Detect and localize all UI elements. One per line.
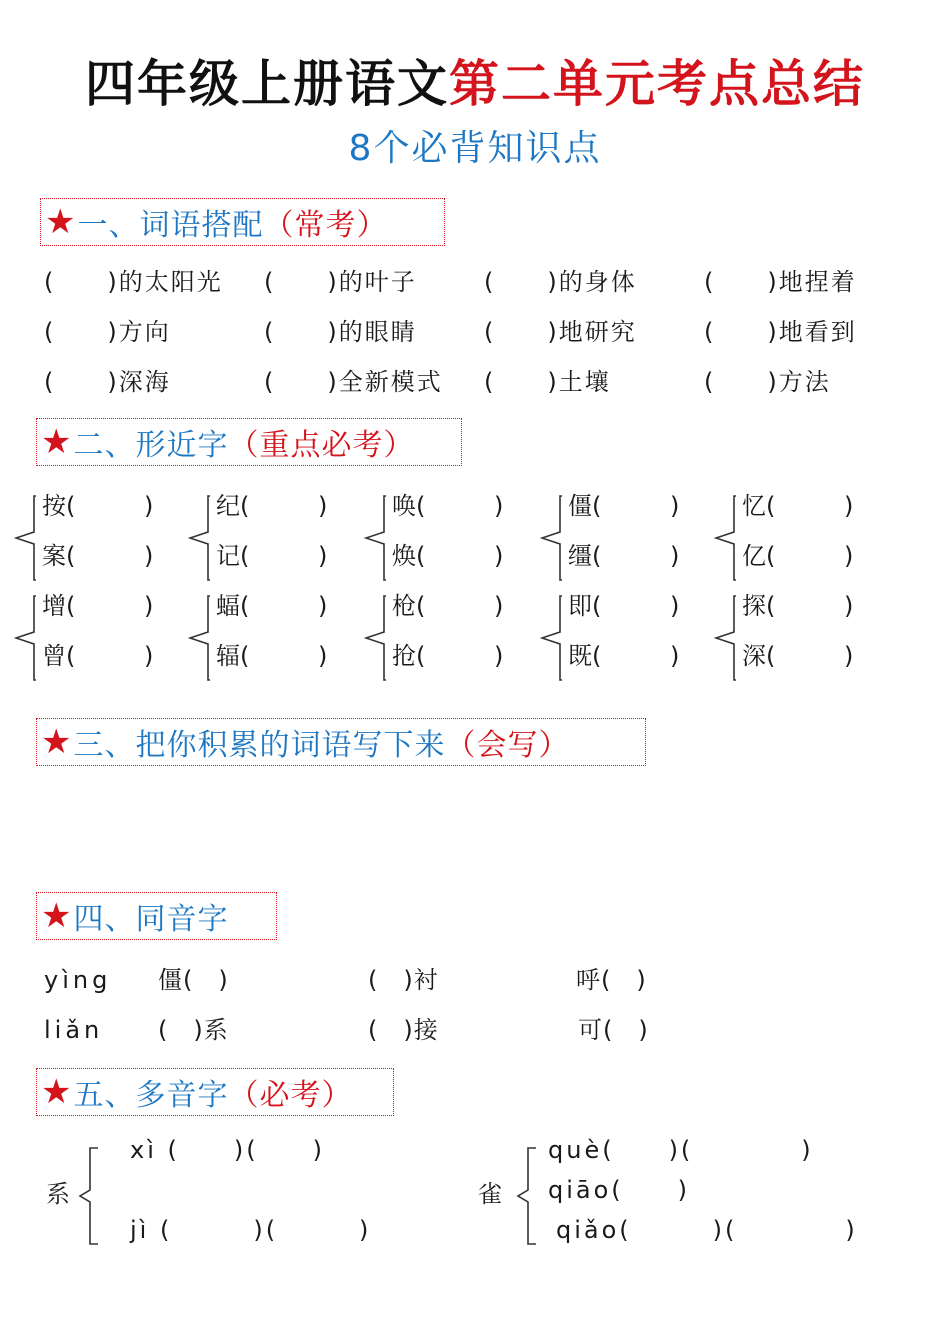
homophone-item: ( )衬 <box>368 966 439 994</box>
closing-parenthesis: ) <box>318 592 328 620</box>
left-brace-icon <box>540 488 562 588</box>
closing-parenthesis: ) <box>144 642 154 670</box>
section-3-header <box>36 718 646 766</box>
similar-character: 唤( <box>392 492 426 520</box>
closing-parenthesis: ) <box>494 642 504 670</box>
similar-character: 既( <box>568 642 602 670</box>
similar-character-pair <box>364 588 534 688</box>
left-brace-icon <box>364 488 386 588</box>
similar-character-pair <box>188 588 358 688</box>
pinyin-reading: jì ( )( ) <box>130 1216 372 1244</box>
section-1-tag: （常考） <box>263 208 388 243</box>
similar-character-pair <box>714 588 884 688</box>
homophone-item: 可( ) <box>578 1016 649 1044</box>
closing-parenthesis: ) <box>494 542 504 570</box>
section-1-header <box>40 198 445 246</box>
left-brace-icon <box>540 588 562 688</box>
pinyin-reading: qiǎo( )( ) <box>556 1216 858 1244</box>
left-brace-icon <box>188 588 210 688</box>
closing-parenthesis: ) <box>670 642 680 670</box>
left-brace-icon <box>14 588 36 688</box>
similar-character: 枪( <box>392 592 426 620</box>
closing-parenthesis: ) <box>318 642 328 670</box>
left-brace-icon <box>14 488 36 588</box>
section-5-title: 五、多音字 <box>73 1078 229 1113</box>
left-brace-icon <box>188 488 210 588</box>
similar-character: 忆( <box>742 492 776 520</box>
section-2-tag: （重点必考） <box>228 428 415 463</box>
closing-parenthesis: ) <box>318 542 328 570</box>
star-icon: ★ <box>41 896 72 936</box>
closing-parenthesis: ) <box>494 492 504 520</box>
page-subtitle: 8个必背知识点 <box>348 128 602 169</box>
pinyin-label: liǎn <box>44 1016 104 1044</box>
homophone-item: 僵( ) <box>158 966 229 994</box>
left-brace-icon <box>74 1146 102 1246</box>
closing-parenthesis: ) <box>144 542 154 570</box>
page-title <box>0 44 950 116</box>
similar-character-pair <box>714 488 884 588</box>
similar-character-pair <box>14 488 184 588</box>
closing-parenthesis: ) <box>494 592 504 620</box>
similar-character: 纪( <box>216 492 250 520</box>
title-unit: 第二单元考点总结 <box>449 55 865 113</box>
pinyin-reading: xì ( )( ) <box>130 1136 325 1164</box>
section-4-header <box>36 892 277 940</box>
similar-character: 蝠( <box>216 592 250 620</box>
similar-character-pair <box>540 588 710 688</box>
similar-character: 即( <box>568 592 602 620</box>
closing-parenthesis: ) <box>670 492 680 520</box>
collocation-row <box>0 312 950 352</box>
collocation-item: ( )土壤 <box>484 368 611 396</box>
closing-parenthesis: ) <box>670 542 680 570</box>
closing-parenthesis: ) <box>670 592 680 620</box>
similar-character: 深( <box>742 642 776 670</box>
star-icon: ★ <box>41 722 72 762</box>
collocation-item: ( )的太阳光 <box>44 268 223 296</box>
closing-parenthesis: ) <box>318 492 328 520</box>
homophone-item: ( )系 <box>158 1016 229 1044</box>
similar-character: 辐( <box>216 642 250 670</box>
similar-character: 曾( <box>42 642 76 670</box>
collocation-item: ( )方法 <box>704 368 831 396</box>
closing-parenthesis: ) <box>844 592 854 620</box>
similar-character-pair <box>188 488 358 588</box>
collocation-item: ( )的身体 <box>484 268 637 296</box>
star-icon: ★ <box>45 202 76 242</box>
homophone-item: ( )接 <box>368 1016 439 1044</box>
title-grade: 四年级上册语文 <box>85 55 449 113</box>
collocation-item: ( )的眼睛 <box>264 318 417 346</box>
polyphone-character: 雀 <box>478 1180 503 1208</box>
closing-parenthesis: ) <box>844 642 854 670</box>
similar-character: 增( <box>42 592 76 620</box>
left-brace-icon <box>364 588 386 688</box>
star-icon: ★ <box>41 1072 72 1112</box>
similar-character: 焕( <box>392 542 426 570</box>
section-3-title: 三、把你积累的词语写下来 <box>73 728 446 763</box>
collocation-item: ( )方向 <box>44 318 171 346</box>
pinyin-label: yìng <box>44 966 112 994</box>
left-brace-icon <box>714 588 736 688</box>
section-3-tag: （会写） <box>445 728 570 763</box>
collocation-item: ( )地看到 <box>704 318 857 346</box>
collocation-row <box>0 362 950 402</box>
section-4-title: 四、同音字 <box>73 902 229 937</box>
similar-character-pair <box>14 588 184 688</box>
similar-character: 亿( <box>742 542 776 570</box>
section-1-title: 一、词语搭配 <box>77 208 264 243</box>
collocation-item: ( )地捏着 <box>704 268 857 296</box>
collocation-item: ( )深海 <box>44 368 171 396</box>
left-brace-icon <box>714 488 736 588</box>
similar-character: 探( <box>742 592 776 620</box>
homophone-item: 呼( ) <box>576 966 647 994</box>
collocation-item: ( )地研究 <box>484 318 637 346</box>
section-5-header <box>36 1068 394 1116</box>
similar-character: 僵( <box>568 492 602 520</box>
similar-character-pair <box>540 488 710 588</box>
section-5-tag: （必考） <box>228 1078 353 1113</box>
closing-parenthesis: ) <box>144 492 154 520</box>
closing-parenthesis: ) <box>844 492 854 520</box>
similar-character: 记( <box>216 542 250 570</box>
similar-character-pair <box>364 488 534 588</box>
section-2-title: 二、形近字 <box>73 428 229 463</box>
similar-character: 按( <box>42 492 76 520</box>
collocation-row <box>0 262 950 302</box>
collocation-item: ( )的叶子 <box>264 268 417 296</box>
collocation-item: ( )全新模式 <box>264 368 443 396</box>
pinyin-reading: què( )( ) <box>548 1136 814 1164</box>
similar-character: 抢( <box>392 642 426 670</box>
section-2-header <box>36 418 462 466</box>
similar-character: 案( <box>42 542 76 570</box>
pinyin-reading: qiāo( ) <box>548 1176 691 1204</box>
star-icon: ★ <box>41 422 72 462</box>
left-brace-icon <box>512 1146 540 1246</box>
polyphone-character: 系 <box>46 1180 71 1208</box>
closing-parenthesis: ) <box>844 542 854 570</box>
similar-character: 缰( <box>568 542 602 570</box>
closing-parenthesis: ) <box>144 592 154 620</box>
